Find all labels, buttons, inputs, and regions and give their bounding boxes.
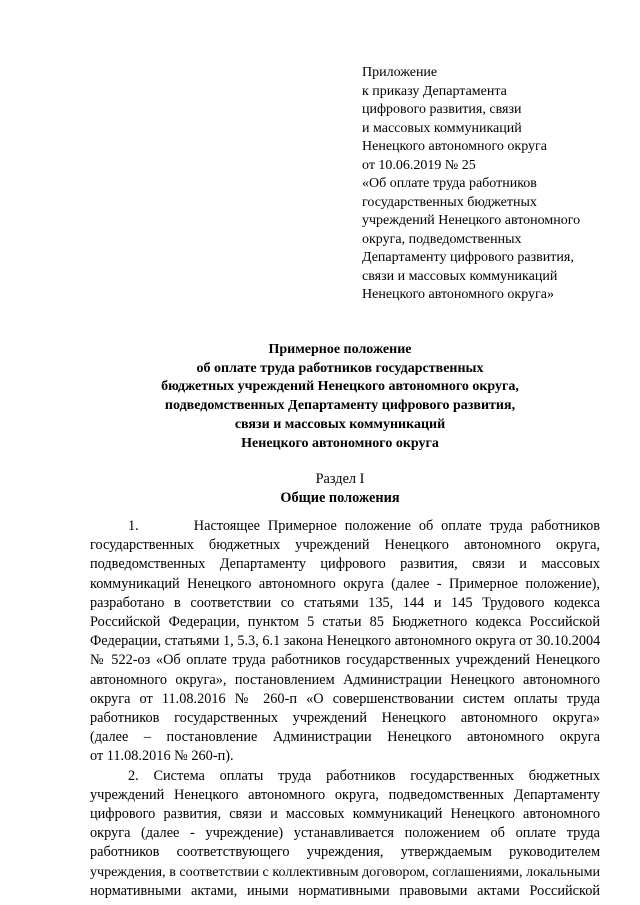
title-line: об оплате труда работников государственных — [196, 360, 484, 376]
paragraph-line: подведомственных Департаменту цифрового развития, связи и массовых — [90, 556, 600, 573]
appendix-line: от 10.06.2019 № 25 — [362, 157, 476, 173]
appendix-line: Приложение — [362, 65, 438, 80]
paragraph-line: Федерации, статьями 1, 5.3, 6.1 закона Ненецкого автономного округа от 30.10.2004 — [90, 633, 601, 650]
title-line: связи и массовых коммуникаций — [234, 416, 446, 432]
paragraph-1 — [90, 517, 600, 767]
appendix-line: государственных бюджетных — [362, 194, 537, 210]
paragraph-line: округа (далее - учреждение) устанавливается положением об оплате труда — [90, 825, 600, 842]
section-label: Раздел I — [315, 471, 365, 487]
paragraph-line: 1. Настоящее Примерное положение об оплате труда работников — [128, 518, 600, 534]
appendix-line: цифрового развития, связи — [362, 102, 522, 117]
paragraph-line: округа от 11.08.2016 № 260-п «О совершенствовании систем оплаты труда — [90, 690, 600, 707]
paragraph-line: Российской Федерации, пунктом 5 статьи 85 Бюджетного кодекса Российской — [90, 614, 600, 631]
section-header — [90, 470, 590, 508]
paragraph-line: работников государственных учреждений Ненецкого автономного округа» — [90, 710, 600, 727]
paragraph-line: цифрового развития, связи и массовых коммуникаций Ненецкого автономного — [90, 806, 600, 823]
appendix-note — [362, 64, 602, 305]
paragraph-line: учреждения, в соответствии с коллективным договором, соглашениями, локальными — [90, 863, 601, 880]
document-body — [90, 517, 600, 901]
section-heading: Общие положения — [280, 490, 400, 506]
paragraph-line: коммуникаций Ненецкого автономного округа (далее - Примерное положение), — [90, 575, 600, 592]
appendix-line: к приказу Департамента — [362, 83, 507, 99]
title-line: подведомственных Департаменту цифрового развития, — [164, 398, 516, 414]
appendix-line: Ненецкого автономного округа» — [362, 287, 554, 302]
paragraph-line: 2. Система оплаты труда работников государственных бюджетных — [128, 767, 600, 784]
paragraph-line: разработано в соответствии со статьями 135, 144 и 145 Трудового кодекса — [90, 594, 600, 611]
appendix-line: округа, подведомственных — [362, 231, 522, 247]
paragraph-line: автономного округа», постановлением Администрации Ненецкого автономного — [90, 671, 600, 688]
paragraph-2 — [90, 767, 600, 901]
paragraph-line: (далее – постановление Администрации Ненецкого автономного округа — [90, 729, 600, 746]
appendix-line: связи и массовых коммуникаций — [362, 268, 558, 284]
paragraph-line: нормативными актами, иными нормативными правовыми актами Российской — [90, 882, 600, 899]
appendix-line: Ненецкого автономного округа — [362, 139, 547, 154]
paragraph-line: от 11.08.2016 № 260-п). — [90, 748, 234, 765]
title-line: Примерное положение — [268, 342, 412, 357]
paragraph-line: государственных бюджетных учреждений Ненецкого автономного округа, — [90, 537, 600, 554]
appendix-line: «Об оплате труда работников — [362, 176, 537, 191]
document-title — [90, 341, 590, 453]
title-line: Ненецкого автономного округа — [241, 435, 439, 451]
paragraph-line: работников соответствующего учреждения, утверждаемым руководителем — [90, 844, 600, 861]
paragraph-line: учреждений Ненецкого автономного округа, подведомственных Департаменту — [90, 786, 600, 803]
title-line: бюджетных учреждений Ненецкого автономного округа, — [161, 379, 519, 395]
appendix-line: и массовых коммуникаций — [362, 120, 522, 136]
appendix-line: учреждений Ненецкого автономного — [362, 213, 581, 228]
paragraph-line: № 522-оз «Об оплате труда работников государственных учреждений Ненецкого — [90, 652, 600, 669]
appendix-line: Департаменту цифрового развития, — [362, 250, 574, 265]
